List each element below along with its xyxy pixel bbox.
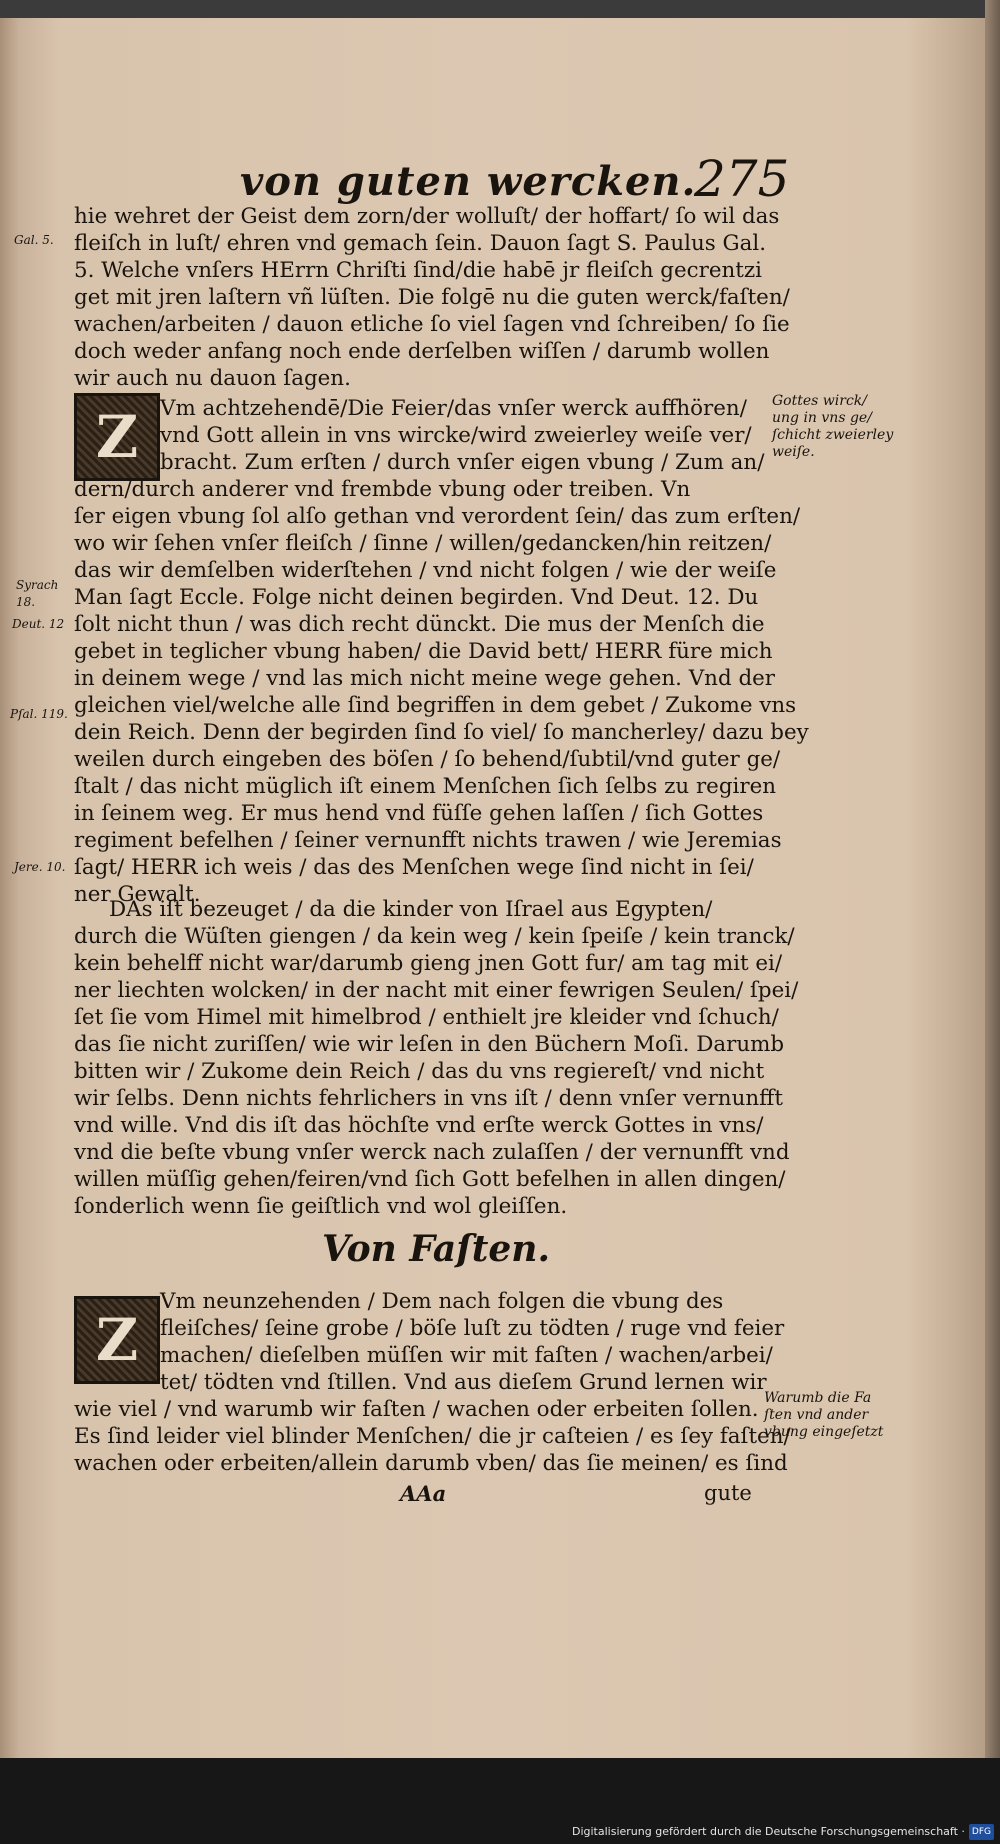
text-line: kein behelff nicht war/darumb gieng jnen Gott fur/ am tag mit ei/ (74, 951, 783, 976)
margin-note-psal: Pſal. 119. (10, 707, 68, 721)
margin-note-warumb: Warumb die Fa ſten vnd ander vbung eingeſetzt (764, 1390, 884, 1440)
text-line: das wir demſelben widerſtehen / vnd nicht folgen / wie der weiſe (74, 558, 777, 583)
text-line: vnd Gott allein in vns wircke/wird zweierley weiſe ver/ (160, 423, 752, 448)
running-title: von guten wercken. (240, 158, 697, 205)
text-line: tet/ tödten vnd ſtillen. Vnd aus dieſem Grund lernen wir (160, 1370, 767, 1395)
text-line: gleichen viel/welche alle ſind begriffen in dem gebet / Zukome vns (74, 693, 797, 718)
text-line: fleiſches/ ſeine grobe / böſe luſt zu tödten / ruge vnd feier (160, 1316, 785, 1341)
text-line: wachen/arbeiten / dauon etliche ſo viel ſagen vnd ſchreiben/ ſo ſie (74, 312, 790, 337)
margin-note-gottes: Gottes wirck/ ung in vns ge/ ſchicht zweierley weiſe. (772, 393, 894, 460)
text-line: vnd wille. Vnd dis iſt das höchſte vnd erſte werck Gottes in vns/ (74, 1113, 764, 1138)
text-line: ner Gewalt. (74, 882, 201, 907)
text-line: ſagt/ HERR ich weis / das des Menſchen wege ſind nicht in ſei/ (74, 855, 754, 880)
paragraph-exodus (74, 896, 799, 1220)
margin-note-gal: Gal. 5. (14, 233, 54, 247)
text-line: machen/ dieſelben müſſen wir mit faſten / wachen/arbei/ (160, 1343, 773, 1368)
margin-note-deut: Deut. 12 (12, 617, 65, 631)
text-line: DAs iſt bezeuget / da die kinder von Iſrael aus Egypten/ (109, 897, 713, 922)
section-heading: Von Faſten. (322, 1228, 550, 1270)
text-line: bitten wir / Zukome dein Reich / das du vns regiereſt/ vnd nicht (74, 1059, 765, 1084)
text-line: Man ſagt Eccle. Folge nicht deinen begirden. Vnd Deut. 12. Du (74, 585, 759, 610)
paragraph-19 (74, 1288, 791, 1477)
attribution (572, 1824, 994, 1840)
text-line: ſet ſie vom Himel mit himelbrod / enthielt jre kleider vnd ſchuch/ (74, 1005, 779, 1030)
text-line: gebet in teglicher vbung haben/ die David bett/ HERR füre mich (74, 639, 773, 664)
text-line: regiment befelhen / ſeiner vernunfft nichts trawen / wie Jeremias (74, 828, 782, 853)
text-line: ner liechten wolcken/ in der nacht mit einer fewrigen Seulen/ ſpei/ (74, 978, 799, 1003)
text-line: hie wehret der Geist dem zorn/der wolluſt/ der hoffart/ ſo wil das (74, 204, 780, 229)
text-line: fleiſch in luſt/ ehren vnd gemach ſein. Dauon ſagt S. Paulus Gal. (74, 231, 766, 256)
text-line: dern/durch anderer vnd frembde vbung oder treiben. Vn (74, 477, 691, 502)
paragraph-continuation (74, 203, 790, 392)
text-line: 5. Welche vnſers HErrn Chriſti ſind/die habē jr fleiſch gecrentzi (74, 258, 762, 283)
signature-mark: AAa (400, 1481, 447, 1506)
catchword: gute (704, 1481, 752, 1505)
text-line: weilen durch eingeben des böſen / ſo behend/ſubtil/vnd guter ge/ (74, 747, 781, 772)
decorated-initial: Z (74, 393, 160, 481)
decorated-initial: Z (74, 1296, 160, 1384)
text-line: willen müſſig gehen/feiren/vnd ſich Gott befelhen in allen dingen/ (74, 1167, 786, 1192)
page-number: 275 (694, 150, 790, 208)
margin-note-sirach: Syrach 18. (16, 578, 59, 609)
attribution-text: Digitalisierung gefördert durch die Deutsche Forschungsgemeinschaft · (571, 1825, 965, 1838)
text-line: das ſie nicht zuriſſen/ wie wir leſen in den Büchern Moſi. Darumb (74, 1032, 785, 1057)
page-edge (985, 0, 1000, 1758)
text-line: wie viel / vnd warumb wir faſten / wachen oder erbeiten ſollen. (74, 1397, 759, 1422)
text-line: ſonderlich wenn ſie geiſtlich vnd wol gleiſſen. (74, 1194, 568, 1219)
text-line: doch weder anfang noch ende derſelben wiſſen / darumb wollen (74, 339, 770, 364)
text-line: get mit jren laſtern vñ lüſten. Die folgē nu die guten werck/faſten/ (74, 285, 790, 310)
text-line: ſer eigen vbung ſol alſo gethan vnd verordent ſein/ das zum erſten/ (74, 504, 801, 529)
text-line: in ſeinem weg. Er mus hend vnd füſſe gehen laſſen / ſich Gottes (74, 801, 764, 826)
text-line: Vm neunzehenden / Dem nach folgen die vbung des (160, 1289, 724, 1314)
text-line: wir ſelbs. Denn nichts fehrlichers in vns iſt / denn vnſer vernunfft (74, 1086, 783, 1111)
top-border (0, 0, 1000, 18)
text-line: bracht. Zum erſten / durch vnſer eigen vbung / Zum an/ (160, 450, 765, 475)
text-line: dein Reich. Denn der begirden ſind ſo viel/ ſo mancherley/ dazu bey (74, 720, 809, 745)
text-line: wir auch nu dauon ſagen. (74, 366, 351, 391)
text-line: wachen oder erbeiten/allein darumb vben/ das ſie meinen/ es ſind (74, 1451, 788, 1476)
text-line: vnd die beſte vbung vnſer werck nach zulaſſen / der vernunfft vnd (74, 1140, 790, 1165)
text-line: ſtalt / das nicht müglich iſt einem Menſchen ſich ſelbs zu regiren (74, 774, 777, 799)
text-line: ſolt nicht thun / was dich recht dünckt. Die mus der Menſch die (74, 612, 765, 637)
text-line: Vm achtzehendē/Die Feier/das vnſer werck auffhören/ (160, 396, 747, 421)
text-line: durch die Wüſten giengen / da kein weg / kein ſpeiſe / kein tranck/ (74, 924, 795, 949)
paragraph-18 (74, 395, 809, 908)
text-line: in deinem wege / vnd las mich nicht meine wege gehen. Vnd der (74, 666, 776, 691)
dfg-logo-icon: DFG (969, 1824, 994, 1840)
text-line: Es ſind leider viel blinder Menſchen/ die jr caſteien / es ſey faſten/ (74, 1424, 791, 1449)
text-line: wo wir ſehen vnſer fleiſch / ſinne / willen/gedancken/hin reitzen/ (74, 531, 772, 556)
margin-note-jere: Jere. 10. (14, 860, 66, 874)
